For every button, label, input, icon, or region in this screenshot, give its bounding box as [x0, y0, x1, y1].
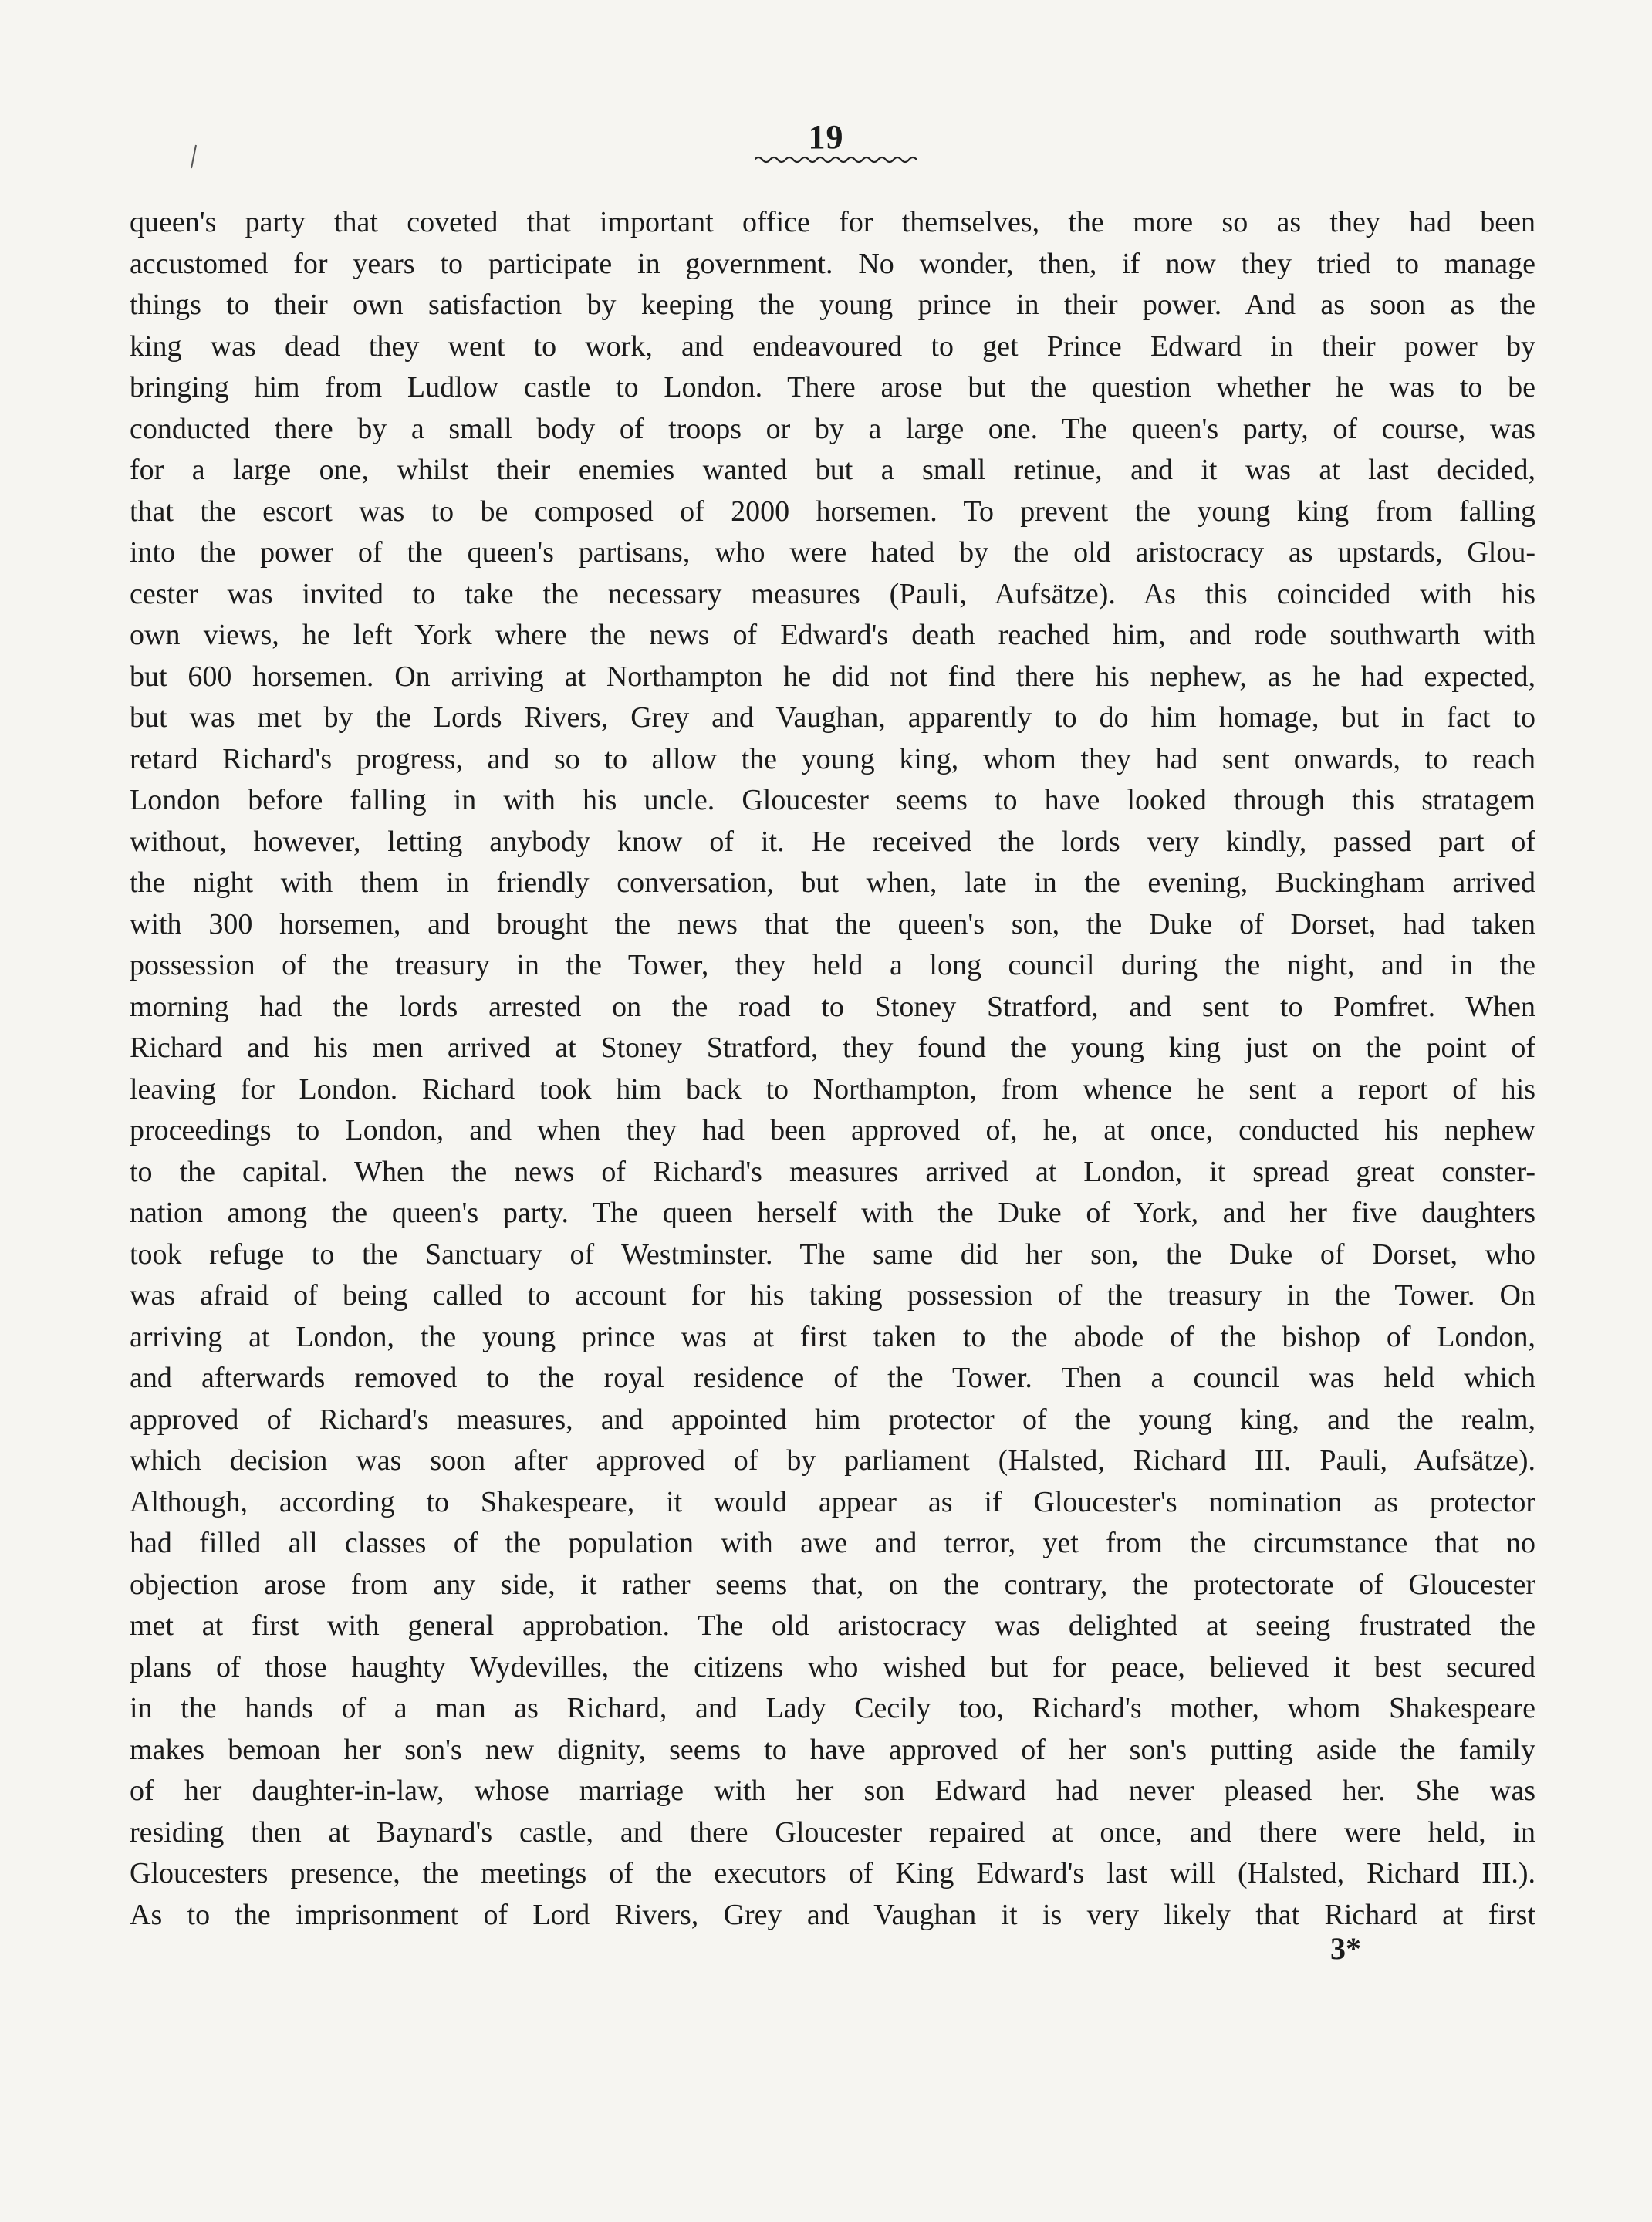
- text-line: own views, he left York where the news of Edward's death reached him, and rode southwarth with: [130, 619, 1535, 651]
- text-line: with 300 horsemen, and brought the news that the queen's son, the Duke of Dorset, had taken: [130, 907, 1535, 940]
- text-line: to the capital. When the news of Richard's measures arrived at London, it spread great conster-: [130, 1155, 1535, 1188]
- text-line: that the escort was to be composed of 2000 horsemen. To prevent the young king from falling: [130, 495, 1535, 528]
- text-line: without, however, letting anybody know of it. He received the lords very kindly, passed part of: [130, 825, 1535, 858]
- body-text: [130, 202, 1535, 1936]
- text-line: objection arose from any side, it rather seems that, on the contrary, the protectorate of Gloucester: [130, 1568, 1535, 1601]
- text-line: As to the imprisonment of Lord Rivers, Grey and Vaughan it is very likely that Richard at first: [130, 1898, 1535, 1931]
- text-line: king was dead they went to work, and endeavoured to get Prince Edward in their power by: [130, 329, 1535, 363]
- text-line: which decision was soon after approved of by parliament (Halsted, Richard III. Pauli, Aufsätze).: [130, 1444, 1535, 1477]
- text-line: accustomed for years to participate in government. No wonder, then, if now they tried to manage: [130, 247, 1535, 280]
- text-line: nation among the queen's party. The queen herself with the Duke of York, and her five daughters: [130, 1197, 1535, 1229]
- text-line: cester was invited to take the necessary measures (Pauli, Aufsätze). As this coincided with his: [130, 577, 1535, 610]
- text-line: approved of Richard's measures, and appointed him protector of the young king, and the realm,: [130, 1403, 1535, 1436]
- text-line: queen's party that coveted that important office for themselves, the more so as they had been: [130, 206, 1535, 238]
- text-line: and afterwards removed to the royal residence of the Tower. Then a council was held which: [130, 1362, 1535, 1394]
- text-line: bringing him from Ludlow castle to London. There arose but the question whether he was to be: [130, 371, 1535, 404]
- text-line: residing then at Baynard's castle, and there Gloucester repaired at once, and there were held, in: [130, 1815, 1535, 1849]
- text-line: was afraid of being called to account for his taking possession of the treasury in the Tower. On: [130, 1279, 1535, 1312]
- wavy-ornament-rule: [755, 154, 920, 165]
- text-line: but 600 horsemen. On arriving at Northampton he did not find there his nephew, as he had expected,: [130, 660, 1535, 693]
- text-line: in the hands of a man as Richard, and Lady Cecily too, Richard's mother, whom Shakespeare: [130, 1692, 1535, 1724]
- text-line: morning had the lords arrested on the road to Stoney Stratford, and sent to Pomfret. When: [130, 990, 1535, 1023]
- text-line: Gloucesters presence, the meetings of the executors of King Edward's last will (Halsted, Richard III.).: [130, 1857, 1535, 1889]
- text-line: met at first with general approbation. The old aristocracy was delighted at seeing frustrated the: [130, 1609, 1535, 1642]
- text-line: things to their own satisfaction by keeping the young prince in their power. And as soon as the: [130, 289, 1535, 321]
- printer-signature-mark: 3*: [1330, 1931, 1361, 1966]
- text-line: proceedings to London, and when they had been approved of, he, at once, conducted his nephew: [130, 1114, 1535, 1146]
- text-line: plans of those haughty Wydevilles, the citizens who wished but for peace, believed it best secured: [130, 1650, 1535, 1683]
- text-line: took refuge to the Sanctuary of Westminster. The same did her son, the Duke of Dorset, who: [130, 1238, 1535, 1271]
- text-line: of her daughter-in-law, whose marriage with her son Edward had never pleased her. She was: [130, 1775, 1535, 1807]
- text-line: the night with them in friendly conversation, but when, late in the evening, Buckingham arrived: [130, 866, 1535, 899]
- text-line: into the power of the queen's partisans, who were hated by the old aristocracy as upstards, Glou-: [130, 536, 1535, 569]
- text-line: Richard and his men arrived at Stoney Stratford, they found the young king just on the point of: [130, 1032, 1535, 1064]
- text-line: London before falling in with his uncle. Gloucester seems to have looked through this stratagem: [130, 784, 1535, 816]
- text-line: for a large one, whilst their enemies wanted but a small retinue, and it was at last decided,: [130, 454, 1535, 486]
- page-number: 19: [808, 118, 844, 156]
- text-line: leaving for London. Richard took him back to Northampton, from whence he sent a report of his: [130, 1072, 1535, 1106]
- text-line: Although, according to Shakespeare, it would appear as if Gloucester's nomination as protector: [130, 1485, 1535, 1518]
- text-line: but was met by the Lords Rivers, Grey and Vaughan, apparently to do him homage, but in fact to: [130, 701, 1535, 734]
- text-line: possession of the treasury in the Tower, they held a long council during the night, and in the: [130, 949, 1535, 981]
- text-line: retard Richard's progress, and so to allow the young king, whom they had sent onwards, to reach: [130, 742, 1535, 775]
- text-line: had filled all classes of the population with awe and terror, yet from the circumstance that no: [130, 1527, 1535, 1559]
- text-line: makes bemoan her son's new dignity, seems to have approved of her son's putting aside the family: [130, 1733, 1535, 1766]
- text-line: conducted there by a small body of troops or by a large one. The queen's party, of course, was: [130, 412, 1535, 445]
- text-line: arriving at London, the young prince was at first taken to the abode of the bishop of London,: [130, 1320, 1535, 1353]
